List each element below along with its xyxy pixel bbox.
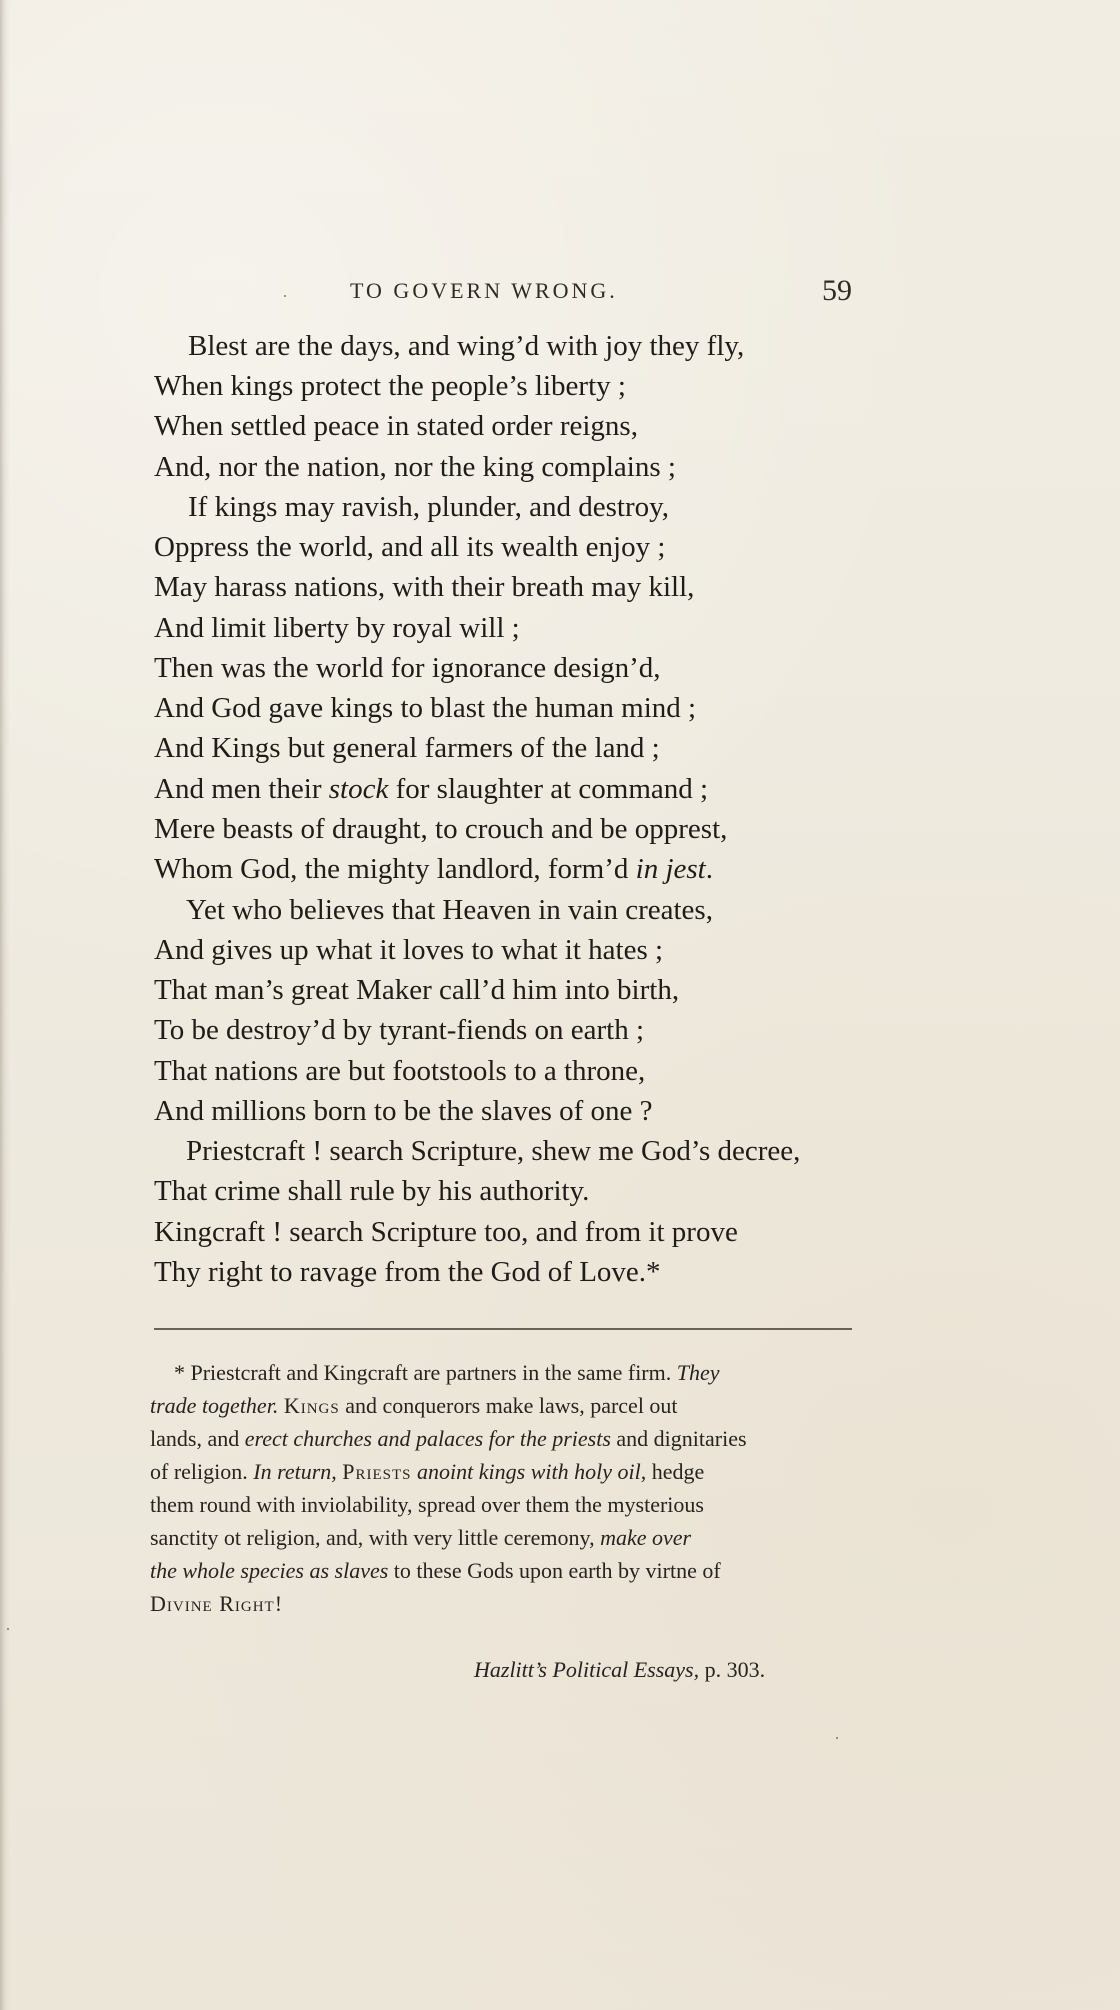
poem-line-3: When settled peace in stated order reigns,	[154, 410, 638, 442]
poem-line-18: To be destroy’d by tyrant-fiends on earth ;	[154, 1014, 645, 1046]
poem-line-12	[154, 769, 708, 809]
footnote-line-3	[150, 1422, 857, 1455]
footnote-rule	[154, 1328, 852, 1330]
poem-line-20: And millions born to be the slaves of one ?	[154, 1095, 653, 1127]
footnote-line-4-italic-b: anoint kings with holy oil,	[417, 1459, 647, 1484]
footnote-priests: Priests	[342, 1459, 412, 1484]
citation	[474, 1657, 765, 1683]
footnote-line-5	[150, 1488, 857, 1521]
footnote-line-3-text-a: lands, and	[150, 1426, 240, 1451]
footnote-line-6	[150, 1521, 857, 1554]
poem-line-19: That nations are but footstools to a throne,	[154, 1055, 646, 1087]
footnote-line-7-italic: the whole species as slaves	[150, 1558, 389, 1583]
footnote-line-1-text: * Priestcraft and Kingcraft are partners in the same firm.	[174, 1360, 672, 1385]
footnote-line-1-italic: They	[676, 1360, 720, 1385]
page-number: 59	[822, 274, 852, 307]
footnote-line-4	[150, 1455, 857, 1488]
footnote-line-2-italic: trade together.	[150, 1393, 279, 1418]
footnote-line-4-text-a: of religion.	[150, 1459, 248, 1484]
poem-line-7: May harass nations, with their breath may kill,	[154, 571, 695, 603]
poem-line-14	[154, 849, 713, 889]
poem-line-22: That crime shall rule by his authority.	[154, 1175, 590, 1207]
poem-line-12-part-1: And men their	[154, 773, 329, 805]
footnote-line-8-punct: !	[274, 1591, 283, 1616]
poem-line-11: And Kings but general farmers of the land ;	[154, 732, 660, 764]
footnote-line-3-italic: erect churches and palaces for the priests	[244, 1426, 611, 1451]
citation-source: Hazlitt’s Political Essays,	[474, 1657, 700, 1682]
poem-line-14-part-2: .	[705, 853, 713, 885]
poem-line-6: Oppress the world, and all its wealth enjoy ;	[154, 531, 666, 563]
footnote-line-2	[150, 1389, 857, 1422]
poem-line-24: Thy right to ravage from the God of Love.*	[154, 1256, 661, 1288]
page-edge-shadow	[0, 0, 10, 2010]
footnote-line-4-italic-a: In return,	[253, 1459, 337, 1484]
poem-line-13: Mere beasts of draught, to crouch and be opprest,	[154, 813, 728, 845]
citation-page: p. 303.	[704, 1657, 766, 1682]
poem-line-23: Kingcraft ! search Scripture too, and from it prove	[154, 1216, 738, 1248]
footnote-line-3-text-b: and dignitaries	[616, 1426, 747, 1451]
footnote-kings: Kings	[283, 1393, 340, 1418]
stock-word: stock	[328, 773, 389, 805]
poem-line-5: If kings may ravish, plunder, and destroy,	[188, 491, 669, 523]
poem-line-16: And gives up what it loves to what it hates ;	[154, 934, 664, 966]
footnote	[150, 1356, 857, 1620]
footnote-line-2-text: and conquerors make laws, parcel out	[345, 1393, 678, 1418]
tiny-mark	[284, 295, 286, 297]
poem-line-4: And, nor the nation, nor the king complains ;	[154, 451, 676, 483]
footnote-line-5-text: them round with inviolability, spread over them the mysterious	[150, 1492, 704, 1517]
footnote-line-4-text-b: hedge	[651, 1459, 705, 1484]
poem-line-15: Yet who believes that Heaven in vain creates,	[186, 894, 713, 926]
tiny-mark	[7, 1628, 9, 1630]
footnote-line-6-italic: make over	[600, 1525, 692, 1550]
footnote-line-1	[150, 1356, 857, 1389]
poem-line-21: Priestcraft ! search Scripture, shew me God’s decree,	[186, 1135, 801, 1167]
footnote-line-7	[150, 1554, 857, 1587]
poem-line-8: And limit liberty by royal will ;	[154, 612, 520, 644]
poem-line-12-part-2: for slaughter at command ;	[388, 773, 709, 805]
poem-line-1: Blest are the days, and wing’d with joy they fly,	[188, 330, 745, 362]
footnote-divine-right: Divine Right	[150, 1591, 275, 1616]
tiny-mark	[836, 1737, 838, 1739]
jest-phrase: in jest	[635, 853, 706, 885]
poem-line-9: Then was the world for ignorance design’d,	[154, 652, 661, 684]
poem-line-2: When kings protect the people’s liberty ;	[154, 370, 626, 402]
poem-line-10: And God gave kings to blast the human mind ;	[154, 692, 697, 724]
footnote-line-7-text: to these Gods upon earth by virtne of	[393, 1558, 721, 1583]
poem-line-14-part-1: Whom God, the mighty landlord, form’d	[154, 853, 636, 885]
footnote-line-8	[150, 1587, 857, 1620]
poem-line-17: That man’s great Maker call’d him into birth,	[154, 974, 680, 1006]
footnote-line-6-text-a: sanctity ot religion, and, with very little ceremony,	[150, 1525, 595, 1550]
running-head: TO GOVERN WRONG.	[350, 278, 618, 303]
